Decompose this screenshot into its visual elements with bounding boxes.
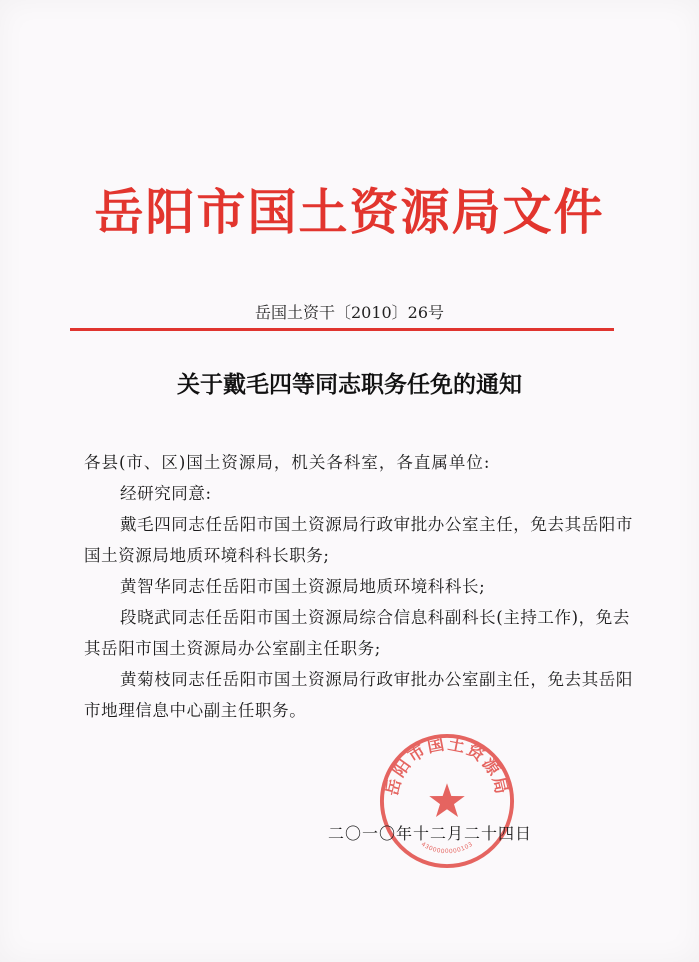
seal-text: 岳阳市国土资源局	[381, 733, 513, 798]
paragraph-1: 经研究同意:	[120, 484, 212, 503]
header-red-rule	[70, 328, 614, 331]
official-seal	[378, 732, 516, 870]
paragraph-2: 戴毛四同志任岳阳市国土资源局行政审批办公室主任，免去其岳阳市国土资源局地质环境科科长职务;	[84, 515, 633, 565]
seal-star-icon	[429, 783, 464, 817]
paragraph-3: 黄智华同志任岳阳市国土资源局地质环境科科长;	[120, 577, 486, 596]
document-header-title: 岳阳市国土资源局文件	[94, 183, 605, 241]
issue-date: 二〇一〇年十二月二十四日	[328, 824, 533, 843]
seal-serial: 4300000000103	[419, 841, 475, 856]
document-number: 岳国土资干〔2010〕26号	[254, 303, 445, 322]
notice-body	[84, 447, 644, 726]
notice-title: 关于戴毛四等同志职务任免的通知	[177, 371, 522, 398]
salutation: 各县(市、区)国土资源局，机关各科室，各直属单位:	[84, 453, 491, 472]
paragraph-5: 黄菊枝同志任岳阳市国土资源局行政审批办公室副主任，免去其岳阳市地理信息中心副主任职务。	[84, 670, 633, 720]
paragraph-4: 段晓武同志任岳阳市国土资源局综合信息科副科长(主持工作)，免去其岳阳市国土资源局办公室副主任职务;	[84, 608, 630, 658]
